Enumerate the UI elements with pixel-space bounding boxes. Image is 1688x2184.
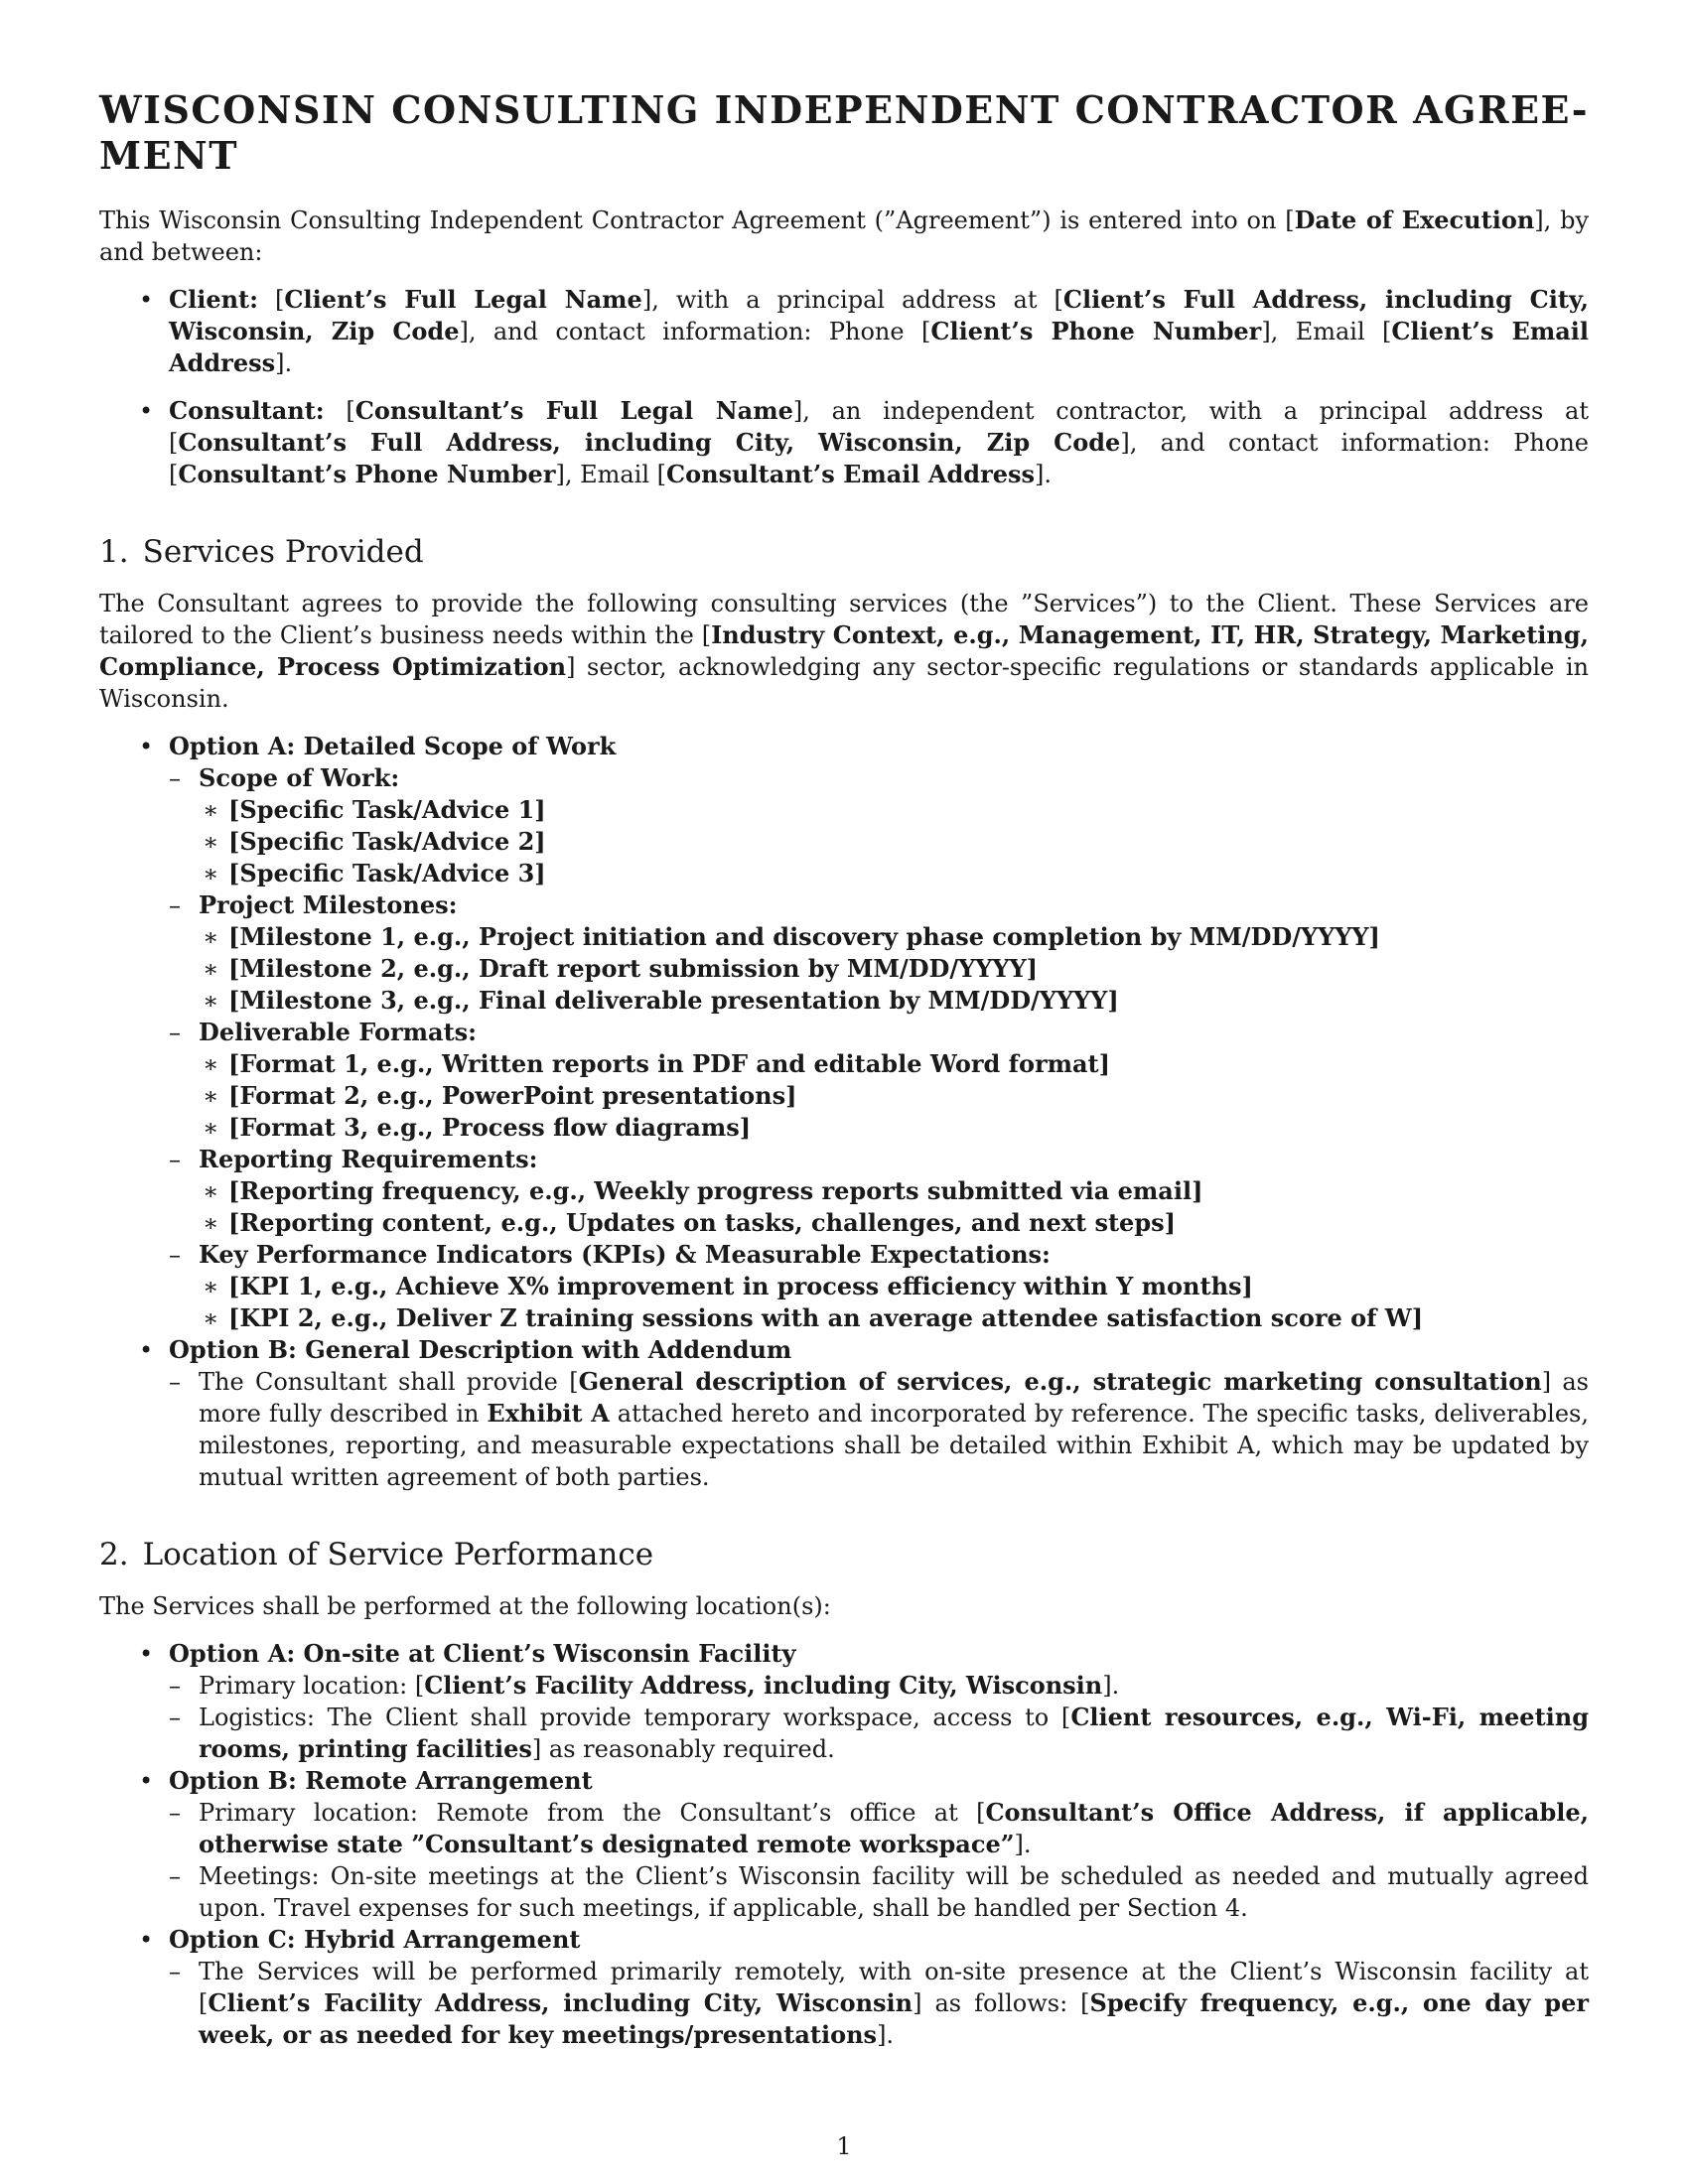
list-item <box>199 921 1589 953</box>
location-option-a <box>99 1638 1589 1765</box>
services-option-b <box>99 1334 1589 1493</box>
option-b-sublist <box>169 1797 1589 1924</box>
option-a-sublist <box>169 762 1589 1334</box>
reporting-item <box>169 1144 1589 1239</box>
party-consultant <box>99 395 1589 490</box>
section-heading-location <box>99 1535 1589 1574</box>
placeholder-text: [Specific Task/Advice 1] <box>228 795 546 824</box>
party-text: ], and contact information: Phone [ <box>169 429 1589 488</box>
document-page <box>99 87 1589 2051</box>
body-text: Primary location: [ <box>199 1672 425 1700</box>
location-paragraph: The Services shall be performed at the following location(s): <box>99 1592 831 1620</box>
body-text: ]. <box>877 2021 895 2049</box>
list-item: – Meetings: On-site meetings at the Client’s Wisconsin facility will be scheduled as needed and mutually agreed upon. Travel expenses for such meetings, if applicable, shall be handled per Section 4. <box>169 1860 1589 1924</box>
party-text: ], Email [ <box>1261 318 1392 345</box>
body-text: ] as more fully described in <box>199 1368 1589 1428</box>
body-text: ]. <box>1102 1672 1120 1700</box>
placeholder-text: [Milestone 2, e.g., Draft report submission by MM/DD/YYYY] <box>228 954 1039 983</box>
option-label: Option C: Hybrid Arrangement <box>169 1925 581 1954</box>
scope-list <box>199 794 1589 889</box>
list-item <box>199 826 1589 858</box>
body-text: Primary location: Remote from the Consultant’s office at [ <box>199 1799 986 1827</box>
option-b-sublist <box>169 1366 1589 1493</box>
formats-list <box>199 1048 1589 1144</box>
location-option-b <box>99 1765 1589 1924</box>
option-a-sublist <box>169 1670 1589 1765</box>
consultant-name-placeholder: Consultant’s Full Legal Name <box>354 396 793 425</box>
party-label: Client: <box>169 285 258 314</box>
consultant-email-placeholder: Consultant’s Email Address <box>666 460 1036 488</box>
option-label: Option A: Detailed Scope of Work <box>169 732 617 760</box>
body-text: attached hereto and incorporated by reference. The specific tasks, deliverables, milestones, reporting, and measurable expectations shall be detailed within Exhibit A, which may be updated by mutual written agreement of both parties. <box>199 1400 1589 1491</box>
intro-text: This Wisconsin Consulting Independent Contractor Agreement (”Agreement”) is entered into on [ <box>99 206 1295 234</box>
party-text: [ <box>324 397 355 425</box>
list-item <box>199 1302 1589 1334</box>
placeholder-text: [Specific Task/Advice 3] <box>228 859 546 887</box>
list-item <box>199 1175 1589 1207</box>
placeholder-text: [KPI 1, e.g., Achieve X% improvement in process efficiency within Y months] <box>228 1272 1253 1300</box>
placeholder-text: General description of services, e.g., strategic marketing consultation <box>578 1367 1542 1396</box>
party-text: [ <box>258 286 285 314</box>
sub-label: Deliverable Formats: <box>199 1018 478 1046</box>
services-options-list <box>99 731 1589 1493</box>
list-item <box>169 1797 1589 1860</box>
list-item <box>199 858 1589 889</box>
party-text: ], and contact information: Phone [ <box>459 318 931 345</box>
placeholder-text: Specify frequency, e.g., one day per week, or as needed for key meetings/presentations <box>199 1988 1590 2049</box>
list-item <box>169 1670 1589 1702</box>
services-paragraph <box>99 588 1589 715</box>
placeholder-text: [Specific Task/Advice 2] <box>228 827 546 856</box>
placeholder-text: [Format 1, e.g., Written reports in PDF and editable Word format] <box>228 1049 1110 1078</box>
client-address-placeholder: Client’s Full Address, including City, Wisconsin, Zip Code <box>169 285 1589 345</box>
scope-of-work-item <box>169 762 1589 889</box>
intro-text: ], by and between: <box>99 206 1590 266</box>
list-item <box>169 1366 1589 1493</box>
party-text: ], Email [ <box>555 461 667 488</box>
list-item <box>199 1112 1589 1144</box>
placeholder-text: [Milestone 1, e.g., Project initiation and discovery phase completion by MM/DD/YYYY] <box>228 922 1380 951</box>
intro-paragraph <box>99 205 1589 268</box>
exhibit-reference: Exhibit A <box>487 1399 610 1428</box>
consultant-phone-placeholder: Consultant’s Phone Number <box>178 460 556 488</box>
party-client <box>99 284 1589 379</box>
option-label: Option B: Remote Arrangement <box>169 1766 593 1795</box>
list-item <box>169 1956 1589 2051</box>
milestones-item <box>169 889 1589 1017</box>
client-email-placeholder: Client’s Email Address <box>169 317 1590 377</box>
option-c-sublist <box>169 1956 1589 2051</box>
body-text: ]. <box>1014 1831 1032 1858</box>
placeholder-text: [Format 2, e.g., PowerPoint presentations] <box>228 1081 797 1110</box>
party-text: ]. <box>275 349 293 377</box>
list-item <box>199 1271 1589 1302</box>
consultant-address-placeholder: Consultant’s Full Address, including City, Wisconsin, Zip Code <box>178 428 1121 457</box>
party-text: ], with a principal address at [ <box>641 286 1063 314</box>
list-item <box>199 1048 1589 1080</box>
section-number: 1. <box>99 534 129 570</box>
sub-label: Key Performance Indicators (KPIs) & Measurable Expectations: <box>199 1240 1051 1269</box>
list-item <box>199 794 1589 826</box>
body-text: ] as reasonably required. <box>531 1735 835 1763</box>
placeholder-text: [Milestone 3, e.g., Final deliverable presentation by MM/DD/YYYY] <box>228 986 1119 1015</box>
reporting-list <box>199 1175 1589 1239</box>
body-text: The Services will be performed primarily remotely, with on-site presence at the Client’s Wisconsin facility at [ <box>199 1958 1589 2017</box>
location-option-c <box>99 1924 1589 2051</box>
parties-list <box>99 284 1589 490</box>
list-item <box>199 953 1589 985</box>
kpi-item <box>169 1239 1589 1334</box>
placeholder-text: [Reporting content, e.g., Updates on tasks, challenges, and next steps] <box>228 1208 1176 1237</box>
section-title: Location of Service Performance <box>142 1537 654 1572</box>
sub-label: Scope of Work: <box>199 763 400 792</box>
client-name-placeholder: Client’s Full Legal Name <box>284 285 642 314</box>
placeholder-text: Client’s Facility Address, including City, Wisconsin <box>424 1671 1103 1700</box>
section-heading-services <box>99 532 1589 572</box>
section-title: Services Provided <box>142 534 424 570</box>
body-text: Logistics: The Client shall provide temporary workspace, access to [ <box>199 1704 1071 1731</box>
page-number: 1 <box>836 2132 852 2160</box>
list-item <box>199 1207 1589 1239</box>
milestones-list <box>199 921 1589 1017</box>
placeholder-text: Consultant’s Office Address, if applicable, otherwise state ”Consultant’s designated remote workspace” <box>199 1798 1589 1858</box>
body-text: ] as follows: [ <box>913 1989 1090 2017</box>
body-text: The Consultant shall provide [ <box>199 1368 579 1396</box>
client-phone-placeholder: Client’s Phone Number <box>930 317 1262 345</box>
document-title: WISCONSIN CONSULTING INDEPENDENT CONTRACTOR AGREE-MENT <box>99 87 1589 178</box>
kpi-list <box>199 1271 1589 1334</box>
sub-label: Reporting Requirements: <box>199 1145 538 1173</box>
party-text: ]. <box>1035 461 1053 488</box>
services-text: The Consultant agrees to provide the following consulting services (the ”Services”) to the Client. These Services are tailored to the Client’s business needs within the [ <box>99 590 1589 649</box>
option-label: Option B: General Description with Addendum <box>169 1335 792 1364</box>
party-text: ], an independent contractor, with a principal address at [ <box>169 397 1589 457</box>
list-item <box>199 1080 1589 1112</box>
placeholder-text: Client’s Facility Address, including City, Wisconsin <box>208 1988 914 2017</box>
placeholder-text: [Format 3, e.g., Process flow diagrams] <box>228 1113 752 1142</box>
deliverable-formats-item <box>169 1017 1589 1144</box>
sub-label: Project Milestones: <box>199 890 458 919</box>
execution-date-placeholder: Date of Execution <box>1294 205 1535 234</box>
party-label: Consultant: <box>169 396 325 425</box>
option-label: Option A: On-site at Client’s Wisconsin Facility <box>169 1639 796 1668</box>
placeholder-text: [Reporting frequency, e.g., Weekly progress reports submitted via email] <box>228 1176 1203 1205</box>
industry-context-placeholder: Industry Context, e.g., Management, IT, HR, Strategy, Marketing, Compliance, Process Optimization <box>99 620 1589 681</box>
list-item <box>169 1702 1589 1765</box>
list-item <box>199 985 1589 1017</box>
services-text: ] sector, acknowledging any sector-specific regulations or standards applicable in Wisconsin. <box>99 653 1589 713</box>
section-number: 2. <box>99 1537 129 1572</box>
placeholder-text: Client resources, e.g., Wi-Fi, meeting rooms, printing facilities <box>199 1703 1589 1763</box>
services-option-a <box>99 731 1589 1334</box>
location-options-list <box>99 1638 1589 2051</box>
placeholder-text: [KPI 2, e.g., Deliver Z training sessions with an average attendee satisfaction score of W] <box>228 1303 1424 1332</box>
